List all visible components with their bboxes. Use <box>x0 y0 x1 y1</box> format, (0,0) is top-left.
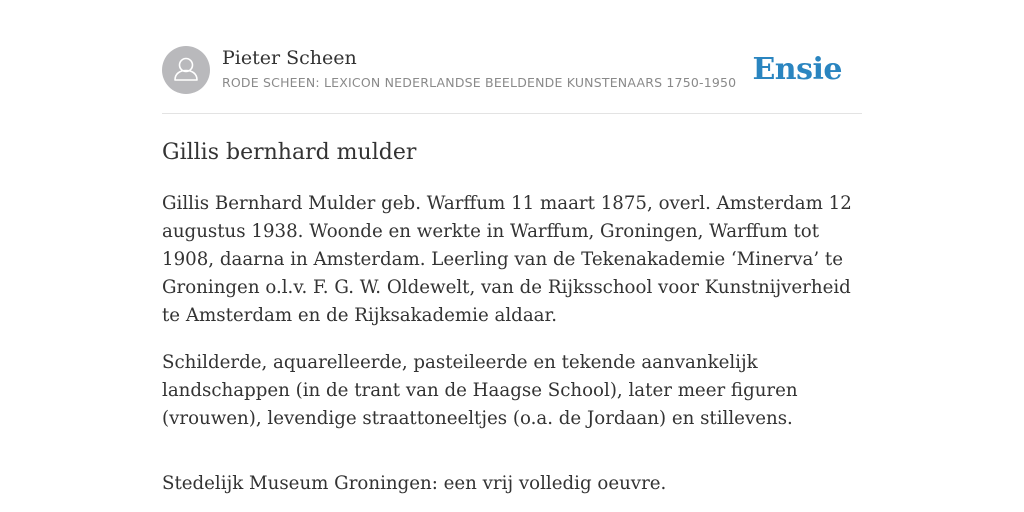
article-title: Gillis bernhard mulder <box>162 140 417 165</box>
avatar[interactable] <box>162 46 210 94</box>
source-title[interactable]: RODE SCHEEN: LEXICON NEDERLANDSE BEELDENDE KUNSTENAARS 1750-1950 <box>222 75 737 90</box>
paragraph-work: Schilderde, aquarelleerde, pasteileerde en tekende aanvankelijk landschappen (in de trant van de Haagse School), later meer figuren (vrouwen), levendige straattoneeltjes (o.a. de Jordaan) en stillevens. <box>162 352 798 429</box>
article-body <box>162 190 852 512</box>
ensie-logo[interactable]: Ensie <box>752 52 842 87</box>
author-header <box>162 46 862 114</box>
paragraph-collection: Stedelijk Museum Groningen: een vrij volledig oeuvre. <box>162 473 667 494</box>
paragraph-biography: Gillis Bernhard Mulder geb. Warffum 11 maart 1875, overl. Amsterdam 12 augustus 1938. Woonde en werkte in Warffum, Groningen, Warffum tot 1908, daarna in Amsterdam. Leerling van de Tekenakademie ‘Minerva’ te Groningen o.l.v. F. G. W. Oldewelt, van de Rijksschool voor Kunstnijverheid te Amsterdam en de Rijksakademie aldaar. <box>162 193 852 326</box>
header-divider <box>162 113 862 114</box>
user-icon <box>162 46 210 94</box>
author-name[interactable]: Pieter Scheen <box>222 47 357 69</box>
